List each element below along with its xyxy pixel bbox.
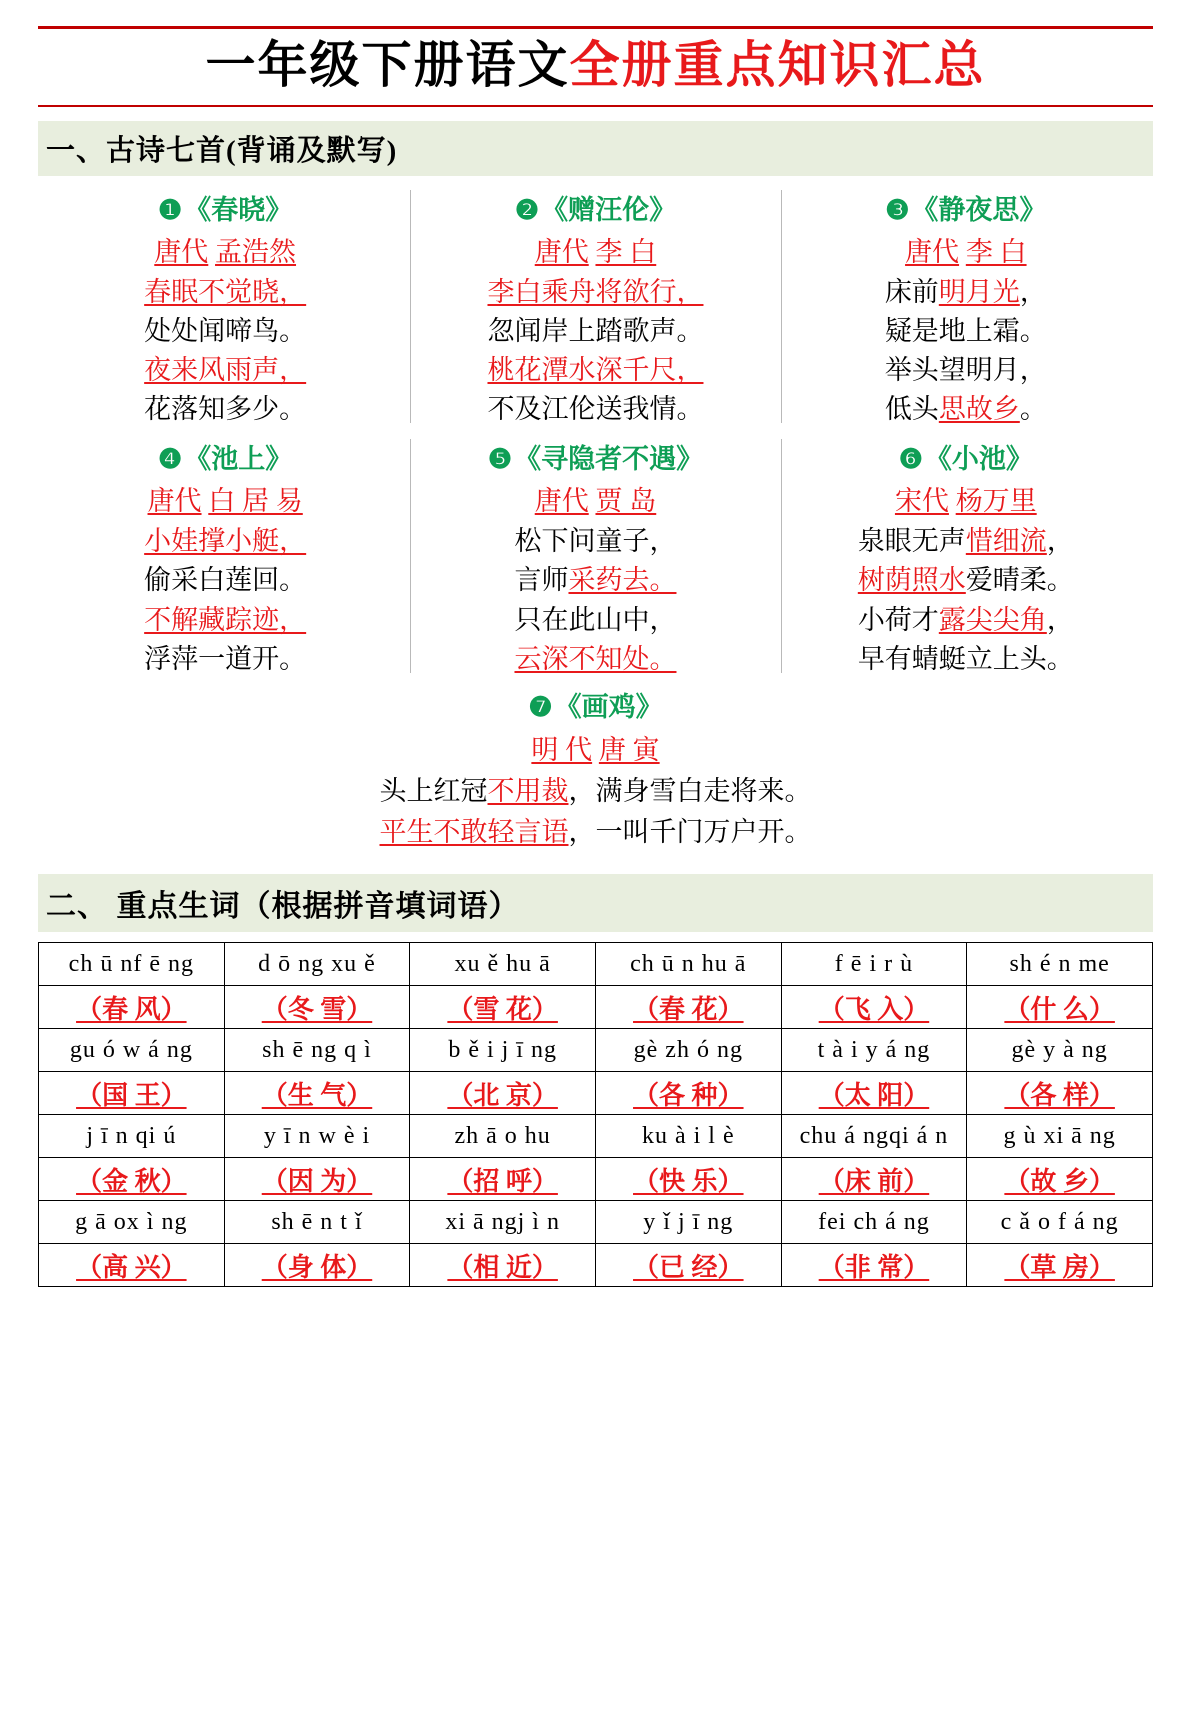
table-row (39, 1029, 1153, 1072)
poem-number-icon: ❹ (158, 444, 183, 475)
answer-cell: （相 近） (410, 1244, 596, 1287)
pinyin-cell: fei ch á ng (781, 1201, 967, 1244)
pinyin-cell: c ǎ o f á ng (967, 1201, 1153, 1244)
poem-line: 头上红冠不用裁，满身雪白走将来。 (379, 776, 812, 807)
poem-line: 言师采药去。 (514, 565, 677, 596)
pinyin-cell: b ě i j ī ng (410, 1029, 596, 1072)
pinyin-cell: j ī n qi ú (39, 1115, 225, 1158)
poem-author-5: 唐代 贾 岛 (534, 486, 657, 517)
poem-line: 花落知多少。 (144, 394, 307, 425)
poem-row-1 (40, 182, 1151, 432)
answer-cell: （春 花） (595, 986, 781, 1029)
pinyin-cell: ku à i l è (595, 1115, 781, 1158)
section-heading-poems: 一、古诗七首(背诵及默写) (38, 121, 1153, 176)
answer-cell: （草 房） (967, 1244, 1153, 1287)
poem-title-6: ❻《小池》 (898, 444, 1033, 475)
poem-author-7: 明 代 唐 寅 (531, 734, 660, 765)
table-row (39, 943, 1153, 986)
title-red-part: 全册重点知识汇总 (569, 37, 986, 93)
table-row (39, 1244, 1153, 1287)
poem-line: 处处闻啼鸟。 (144, 315, 307, 346)
poem-number-icon: ❶ (158, 194, 183, 225)
pinyin-cell: xu ě hu ā (410, 943, 596, 986)
poem-line: 云深不知处。 (514, 643, 677, 674)
pinyin-cell: chu á ngqi á n (781, 1115, 967, 1158)
answer-cell: （冬 雪） (224, 986, 410, 1029)
poem-line: 平生不敢轻言语，一叫千门万户开。 (379, 816, 812, 847)
poem-number-icon: ❼ (528, 691, 553, 722)
pinyin-cell: sh é n me (967, 943, 1153, 986)
poem-title-3: ❸《静夜思》 (885, 194, 1047, 225)
poem-card-4 (40, 431, 410, 681)
poem-line: 李白乘舟将欲行， (487, 276, 704, 307)
poem-line: 忽闻岸上踏歌声。 (487, 315, 704, 346)
poem-line: 偷采白莲回。 (144, 565, 307, 596)
pinyin-cell: g ù xi ā ng (967, 1115, 1153, 1158)
answer-cell: （招 呼） (410, 1158, 596, 1201)
poem-number-icon: ❻ (898, 444, 923, 475)
title-block (38, 26, 1153, 107)
poem-line: 松下问童子， (514, 526, 677, 557)
poem-line: 小荷才露尖尖角， (857, 604, 1074, 635)
answer-cell: （国 王） (39, 1072, 225, 1115)
answer-cell: （金 秋） (39, 1158, 225, 1201)
poem-line: 疑是地上霜。 (884, 315, 1047, 346)
section-heading-words: 二、 重点生词（根据拼音填词语） (38, 874, 1153, 932)
pinyin-cell: g ā ox ì ng (39, 1201, 225, 1244)
poem-card-6 (781, 431, 1151, 681)
answer-cell: （身 体） (224, 1244, 410, 1287)
pinyin-cell: xi ā ngj ì n (410, 1201, 596, 1244)
page-title (38, 37, 1153, 95)
poem-title-4: ❹《池上》 (158, 444, 293, 475)
poem-line: 小娃撑小艇， (144, 526, 307, 557)
pinyin-cell: d ō ng xu ě (224, 943, 410, 986)
poem-line: 床前明月光， (884, 276, 1047, 307)
poem-author-6: 宋代 杨万里 (894, 486, 1037, 517)
answer-cell: （北 京） (410, 1072, 596, 1115)
pinyin-cell: ch ū nf ē ng (39, 943, 225, 986)
poem-line: 春眠不觉晓， (144, 276, 307, 307)
poem-line: 只在此山中， (514, 604, 677, 635)
table-row (39, 986, 1153, 1029)
pinyin-cell: f ē i r ù (781, 943, 967, 986)
pinyin-cell: t à i y á ng (781, 1029, 967, 1072)
table-row (39, 1115, 1153, 1158)
answer-cell: （高 兴） (39, 1244, 225, 1287)
poem-card-1 (40, 182, 410, 432)
answer-cell: （太 阳） (781, 1072, 967, 1115)
answer-cell: （雪 花） (410, 986, 596, 1029)
poem-line: 泉眼无声惜细流， (857, 526, 1074, 557)
poem-number-icon: ❺ (487, 444, 513, 475)
vocabulary-table (38, 942, 1153, 1287)
table-row (39, 1201, 1153, 1244)
poems-container (40, 182, 1151, 853)
poem-card-3 (781, 182, 1151, 432)
poem-row-2 (40, 431, 1151, 681)
poem-line: 早有蜻蜓立上头。 (857, 643, 1074, 674)
poem-line: 桃花潭水深千尺， (487, 354, 704, 385)
poem-card-2 (410, 182, 780, 432)
poem-title-7: ❼《画鸡》 (528, 691, 663, 722)
poem-number-icon: ❸ (885, 194, 910, 225)
poem-title-1: ❶《春晓》 (158, 194, 293, 225)
answer-cell: （已 经） (595, 1244, 781, 1287)
poem-card-7 (80, 685, 1111, 853)
table-row (39, 1072, 1153, 1115)
table-row (39, 1158, 1153, 1201)
poem-card-5 (410, 431, 780, 681)
pinyin-cell: gè y à ng (967, 1029, 1153, 1072)
pinyin-cell: sh ē n t ǐ (224, 1201, 410, 1244)
poem-line: 不解藏踪迹， (144, 604, 307, 635)
poem-number-icon: ❷ (514, 194, 540, 225)
pinyin-cell: y ī n w è i (224, 1115, 410, 1158)
answer-cell: （各 种） (595, 1072, 781, 1115)
answer-cell: （因 为） (224, 1158, 410, 1201)
poem-line: 低头思故乡。 (884, 394, 1047, 425)
pinyin-cell: zh ā o hu (410, 1115, 596, 1158)
worksheet-page (0, 26, 1191, 1710)
pinyin-cell: gu ó w á ng (39, 1029, 225, 1072)
pinyin-cell: gè zh ó ng (595, 1029, 781, 1072)
answer-cell: （非 常） (781, 1244, 967, 1287)
answer-cell: （飞 入） (781, 986, 967, 1029)
poem-line: 夜来风雨声， (144, 354, 307, 385)
answer-cell: （床 前） (781, 1158, 967, 1201)
answer-cell: （生 气） (224, 1072, 410, 1115)
pinyin-cell: sh ē ng q ì (224, 1029, 410, 1072)
poem-author-3: 唐代 李 白 (905, 236, 1027, 267)
pinyin-cell: ch ū n hu ā (595, 943, 781, 986)
answer-cell: （春 风） (39, 986, 225, 1029)
answer-cell: （什 么） (967, 986, 1153, 1029)
poem-author-2: 唐代 李 白 (534, 236, 657, 267)
poem-author-4: 唐代 白 居 易 (147, 486, 303, 517)
poem-line: 不及江伦送我情。 (487, 394, 704, 425)
poem-author-1: 唐代 孟浩然 (154, 236, 297, 267)
pinyin-cell: y ǐ j ī ng (595, 1201, 781, 1244)
poem-title-5: ❺《寻隐者不遇》 (487, 444, 704, 475)
poem-line: 浮萍一道开。 (144, 643, 307, 674)
answer-cell: （各 样） (967, 1072, 1153, 1115)
answer-cell: （快 乐） (595, 1158, 781, 1201)
poem-line: 树荫照水爱晴柔。 (857, 565, 1074, 596)
title-black-part: 一年级下册语文 (205, 37, 570, 93)
poem-title-2: ❷《赠汪伦》 (514, 194, 677, 225)
answer-cell: （故 乡） (967, 1158, 1153, 1201)
poem-line: 举头望明月， (884, 354, 1047, 385)
